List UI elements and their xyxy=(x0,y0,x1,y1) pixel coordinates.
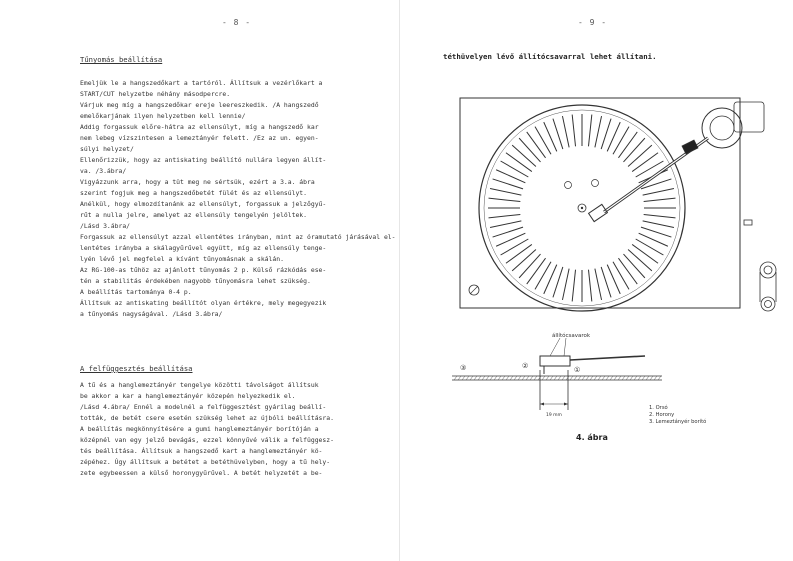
platter-slot xyxy=(636,161,664,177)
platter-slot xyxy=(506,244,532,263)
paragraph-suspension xyxy=(80,380,400,479)
hatch-line xyxy=(578,376,581,380)
hatch-line xyxy=(522,376,525,380)
platter-slot xyxy=(628,249,652,270)
text-line: szerint fogjuk meg a hangszedőbetét fülét és az ellensúlyt. xyxy=(80,189,308,197)
platter-slot xyxy=(601,267,611,297)
platter-slot xyxy=(618,132,637,158)
hatch-line xyxy=(562,376,565,380)
text-line: középnél van egy jelző bevágás, ezzel könnyűvé válik a felfüggesz- xyxy=(80,436,334,444)
figure-4-legend xyxy=(649,405,706,427)
hatch-line xyxy=(518,376,521,380)
platter-mat-hatching xyxy=(454,376,661,380)
callout-2: ② xyxy=(522,362,529,370)
text-line: /Lásd 4.ábra/ Ennél a modelnél a felfüggesztést gyárilag beállí- xyxy=(80,403,327,411)
hatch-line xyxy=(474,376,477,380)
hatch-line xyxy=(514,376,517,380)
hatch-line xyxy=(590,376,593,380)
callout-adjusting-screws: állítócsavarok xyxy=(552,333,591,339)
text-line: zete egybeessen a külső horonygyűrűvel. A betét helyzetét a be- xyxy=(80,469,323,477)
text-line: tották, de betét csere esetén szükség lehet az újbóli beállításra. xyxy=(80,414,334,422)
hatch-line xyxy=(490,376,493,380)
hatch-line xyxy=(550,376,553,380)
platter-slot xyxy=(595,269,602,300)
callout-3: ③ xyxy=(460,364,467,372)
text-line: va. /3.ábra/ xyxy=(80,167,127,175)
hatch-line xyxy=(530,376,533,380)
hatch-line xyxy=(466,376,469,380)
platter-slot xyxy=(607,122,620,151)
platter-slot xyxy=(641,227,671,237)
hatch-line xyxy=(638,376,641,380)
hatch-line xyxy=(646,376,649,380)
platter-slot xyxy=(595,116,602,147)
hatch-line xyxy=(626,376,629,380)
hatch-line xyxy=(494,376,497,380)
text-line: súlyi helyzet/ xyxy=(80,145,134,153)
text-line: START/CUT helyzetbe néhány másodpercre. xyxy=(80,90,231,98)
text-line: Anélkül, hogy elmozdítanánk az ellensúlyt, forgassuk a jelzőgyű- xyxy=(80,200,327,208)
figure-4-caption: 4. ábra xyxy=(576,433,608,442)
hatch-line xyxy=(454,376,457,380)
hatch-line xyxy=(542,376,545,380)
paragraph-stylus-pressure xyxy=(80,78,400,320)
hatch-line xyxy=(622,376,625,380)
text-line: be akkor a kar a hanglemeztányér közepén helyezkedik el. xyxy=(80,392,296,400)
right-page xyxy=(400,0,793,561)
hatch-line xyxy=(574,376,577,380)
platter-slot xyxy=(632,244,658,263)
platter-slot xyxy=(628,145,652,166)
legend-item: 2. Horony xyxy=(649,412,675,419)
hatch-line xyxy=(602,376,605,380)
heading-suspension: A felfüggesztés beállítása xyxy=(80,364,193,373)
hatch-line xyxy=(502,376,505,380)
hatch-line xyxy=(634,376,637,380)
text-line: A beállítás megkönnyítésére a gumi hanglemeztányér borítóján a xyxy=(80,425,319,433)
platter-slot xyxy=(496,233,525,246)
platter-slot xyxy=(623,138,644,162)
hatch-line xyxy=(566,376,569,380)
hatch-line xyxy=(582,376,585,380)
hatch-line xyxy=(478,376,481,380)
platter-slot xyxy=(490,221,521,228)
platter-slot xyxy=(613,127,629,155)
platter-slot xyxy=(493,227,523,237)
platter-slot xyxy=(489,198,521,201)
platter-slot xyxy=(562,116,569,147)
platter-slot xyxy=(572,270,575,302)
platter-slot xyxy=(490,188,521,195)
platter-slot xyxy=(519,138,540,162)
platter-slot xyxy=(644,198,676,201)
hatch-line xyxy=(506,376,509,380)
continuation-text: téthüvelyen lévő állítócsavarral lehet állítani. xyxy=(443,52,657,61)
hatch-line xyxy=(598,376,601,380)
text-line: nem lebeg vízszintesen a lemeztányér felett. /Ez az un. egyen- xyxy=(80,134,319,142)
text-line: A beállítás tartománya 0-4 p. xyxy=(80,288,192,296)
text-line: tén a stabilitás érdekében nagyobb tűnyomásra lehet szükség. xyxy=(80,277,311,285)
platter-slot xyxy=(613,262,629,290)
hatch-line xyxy=(610,376,613,380)
platter-slot xyxy=(489,214,521,217)
platter-slot xyxy=(644,214,676,217)
platter-slot xyxy=(544,122,557,151)
hatch-line xyxy=(558,376,561,380)
page-number-right: - 9 - xyxy=(578,18,608,27)
platter-slot xyxy=(501,239,529,255)
text-line: Vigyázzunk arra, hogy a tüt meg ne sértsük, ezért a 3.a. ábra xyxy=(80,178,315,186)
hatch-line xyxy=(538,376,541,380)
hatch-line xyxy=(458,376,461,380)
hatch-line xyxy=(462,376,465,380)
platter-slot xyxy=(527,258,546,284)
platter-slot xyxy=(639,233,668,246)
platter-slot xyxy=(496,170,525,183)
legend-item: 3. Lemeztányér borító xyxy=(649,419,707,426)
figure-4-side-view xyxy=(440,330,665,420)
platter-slot xyxy=(623,254,644,278)
platter-slot xyxy=(553,267,563,297)
legend-item: 1. Orsó xyxy=(649,405,668,411)
platter-slot xyxy=(588,115,591,147)
platter-slot xyxy=(588,270,591,302)
platter-slot xyxy=(535,262,551,290)
platter-slot xyxy=(601,119,611,149)
text-line: emelőkarjának ilyen helyzetben kell lennie/ xyxy=(80,112,246,120)
hatch-line xyxy=(630,376,633,380)
hatch-line xyxy=(534,376,537,380)
text-line: Állítsuk az antiskating beállítót olyan értékre, mely megegyezik xyxy=(80,299,327,307)
hatch-line xyxy=(482,376,485,380)
turntable-top-view-drawing xyxy=(454,92,793,312)
hatch-line xyxy=(554,376,557,380)
text-line: Várjuk meg míg a hangszedőkar ereje leereszkedik. /A hangszedő xyxy=(80,101,319,109)
text-line: Az RG-100-as tűhöz az ajánlott tűnyomás 2 p. Külső rázkódás ese- xyxy=(80,266,327,274)
tonearm xyxy=(589,102,764,222)
text-line: Forgassuk az ellensúlyt azzal ellentétes irányban, mint az óramutató járásával el- xyxy=(80,233,396,241)
hatch-line xyxy=(586,376,589,380)
text-line: rűt a nulla jelre, amelyet az ellensúly tengelyén jelöltek. xyxy=(80,211,308,219)
text-line: A tű és a hanglemeztányér tengelye közötti távolságot állítsuk xyxy=(80,381,319,389)
platter-slot xyxy=(519,254,540,278)
platter-slot xyxy=(501,161,529,177)
text-line: /Lásd 3.ábra/ xyxy=(80,222,131,230)
platter-slot xyxy=(632,153,658,172)
text-line: lyén lévő jel megfelel a kívánt tűnyomásnak a skálán. xyxy=(80,255,284,263)
platter-slot xyxy=(553,119,563,149)
hatch-line xyxy=(606,376,609,380)
text-line: Emeljük le a hangszedőkart a tartóról. Állítsuk a vezérlőkart a xyxy=(80,79,323,87)
hatch-line xyxy=(570,376,573,380)
platter-slot xyxy=(512,249,536,270)
platter-slot xyxy=(506,153,532,172)
platter-slot xyxy=(562,269,569,300)
hatch-line xyxy=(654,376,657,380)
platter-slot xyxy=(544,265,557,294)
platter-slot xyxy=(512,145,536,166)
hatch-line xyxy=(642,376,645,380)
hatch-line xyxy=(618,376,621,380)
platter-slot xyxy=(535,127,551,155)
platter-slot xyxy=(527,132,546,158)
hatch-line xyxy=(546,376,549,380)
text-line: lentétes irányba a skálagyűrűvel együtt, míg az ellensúly tenge- xyxy=(80,244,327,252)
hatch-line xyxy=(498,376,501,380)
text-line: zépéhez. Úgy állítsuk a betétet a betéthüvelyben, hogy a tű hely- xyxy=(80,458,331,466)
callout-1: ① xyxy=(574,366,581,374)
heading-stylus-pressure: Tűnyomás beállítása xyxy=(80,55,163,64)
hatch-line xyxy=(486,376,489,380)
platter-slot xyxy=(493,179,523,189)
hatch-line xyxy=(526,376,529,380)
text-line: tés beállítása. Állítsuk a hangszedő kart a hanglemeztányér kö- xyxy=(80,447,323,455)
dimension-label: 19 mm xyxy=(546,413,562,418)
platter-slot xyxy=(607,265,620,294)
control-knobs xyxy=(744,220,776,311)
hatch-line xyxy=(510,376,513,380)
hatch-line xyxy=(594,376,597,380)
platter-slot xyxy=(572,115,575,147)
text-line: a tűnyomás nagyságával. /Lásd 3.ábra/ xyxy=(80,310,223,318)
hatch-line xyxy=(658,376,661,380)
platter-slot xyxy=(643,188,674,195)
platter-slot xyxy=(636,239,664,255)
platter-slot xyxy=(643,221,674,228)
hatch-line xyxy=(650,376,653,380)
text-line: Addig forgassuk előre-hátra az ellensúlyt, míg a hangszedő kar xyxy=(80,123,319,131)
text-line: Ellenőrizzük, hogy az antiskating beállító nullára legyen állít- xyxy=(80,156,327,164)
hatch-line xyxy=(614,376,617,380)
hatch-line xyxy=(470,376,473,380)
platter-slot xyxy=(618,258,637,284)
page-number-left: - 8 - xyxy=(222,18,252,27)
